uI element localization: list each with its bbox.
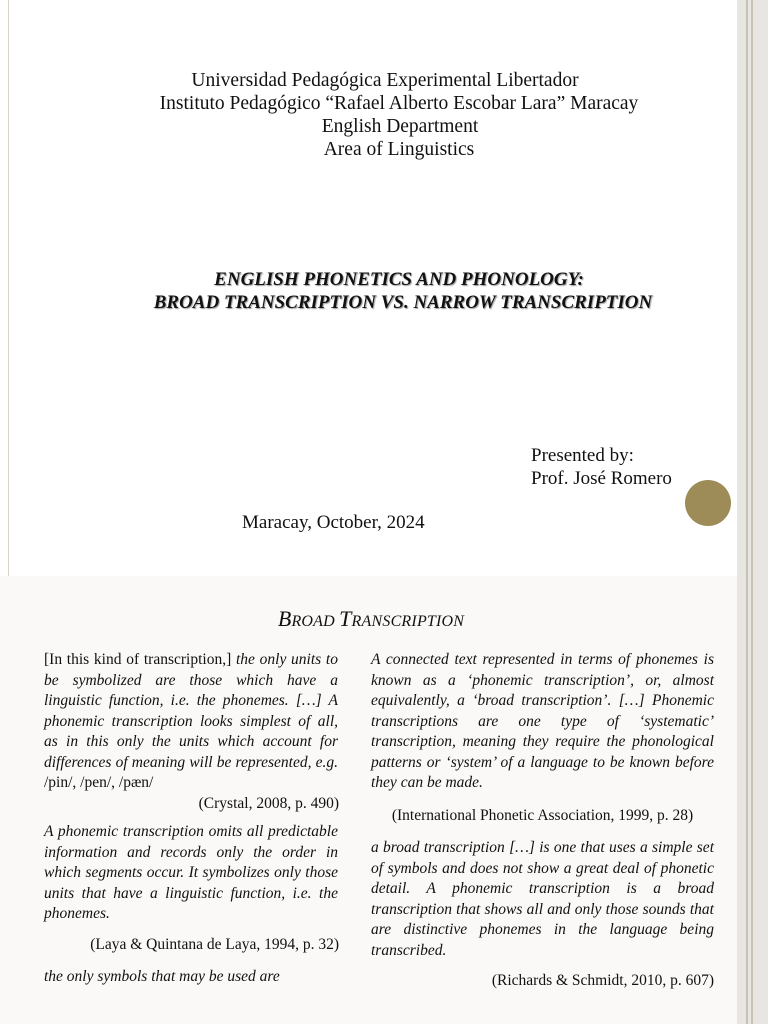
citation-richards: (Richards & Schmidt, 2010, p. 607) [491, 972, 714, 989]
institution-line-1: Universidad Pedagógica Experimental Libertador [191, 70, 579, 91]
quote-partial: the only symbols that may be used are [44, 968, 280, 985]
institution-line-4: Area of Linguistics [323, 139, 475, 160]
quote-crystal [44, 650, 338, 794]
citation-ipa: (International Phonetic Association, 1999, p. 28) [391, 806, 694, 824]
title-initial-t: T [339, 606, 352, 631]
quote-text: the only units to be symbolized are those which have a linguistic function, i.e. the phonemes. […] A phonemic transcription looks simplest of all, as in this only the units which account for differences of meaning will be represented, e.g. [44, 651, 338, 771]
rail-line [746, 0, 748, 1024]
presenter-name: Prof. José Romero [531, 468, 672, 489]
presentation-title-line-1: ENGLISH PHONETICS AND PHONOLOGY: [214, 269, 584, 290]
side-rail [737, 0, 768, 1024]
institution-line-3: English Department [321, 116, 479, 137]
title-rest-ranscription: RANSCRIPTION [351, 613, 465, 630]
presentation-title-line-2: BROAD TRANSCRIPTION VS. NARROW TRANSCRIPTION [153, 292, 653, 313]
title-initial-b: B [277, 606, 292, 631]
accent-circle [685, 480, 731, 526]
right-column [371, 650, 714, 992]
quote-laya: A phonemic transcription omits all predictable information and records only the order in which segments occur. It symbolizes only those units that have a linguistic function, i.e. the phonemes. [44, 823, 338, 922]
quote-ipa: A connected text represented in terms of phonemes is known as a ‘phonemic transcription’, or, almost equivalently, a ‘broad transcription’. […] Phonemic transcriptions are one type of ‘systematic’ transcription, meaning they require the phonological patterns or ‘system’ of a language to be known before they can be made. [371, 651, 714, 791]
quote-richards: a broad transcription […] is one that uses a simple set of symbols and does not show a great deal of phonetic detail. A phonemic transcription is a broad transcription that shows all and only those sounds that are distinctive phonemes in the language being transcribed. [371, 839, 714, 959]
quote-prefix: [In this kind of transcription,] [44, 651, 236, 668]
citation-crystal: (Crystal, 2008, p. 490) [198, 794, 339, 812]
institution-line-2: Instituto Pedagógico “Rafael Alberto Escobar Lara” Maracay [159, 93, 639, 114]
slide-title [0, 606, 742, 632]
rail-line [751, 0, 753, 1024]
citation-laya: (Laya & Quintana de Laya, 1994, p. 32) [90, 935, 339, 953]
quote-examples: /pin/, /pen/, /pæn/ [44, 774, 154, 791]
left-column [44, 650, 338, 988]
broad-transcription-slide [0, 576, 742, 1024]
title-rest-road: ROAD [291, 613, 340, 630]
presented-by-label: Presented by: [531, 445, 634, 466]
place-date: Maracay, October, 2024 [242, 512, 425, 533]
